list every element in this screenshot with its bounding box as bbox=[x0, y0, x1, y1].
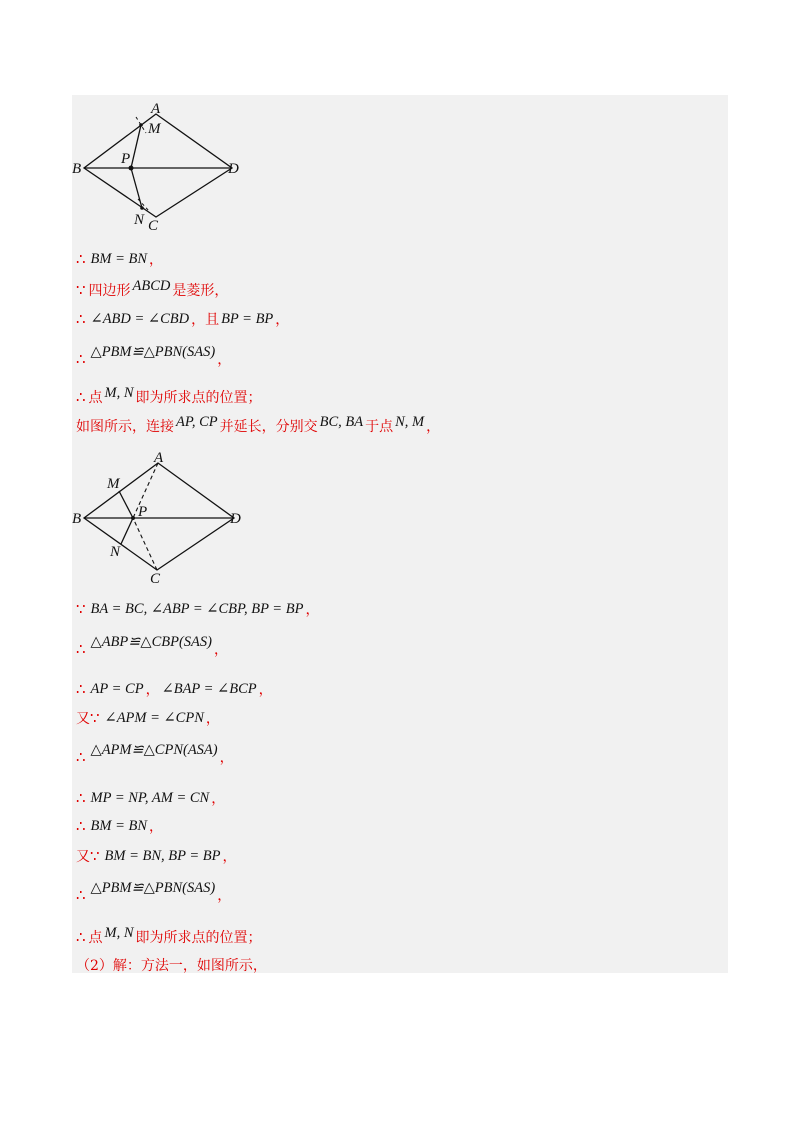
therefore-symbol: ∴ bbox=[76, 680, 86, 698]
line-tail: ， bbox=[211, 791, 226, 807]
line-tail: ， bbox=[222, 849, 237, 865]
line-tail: ， bbox=[205, 711, 220, 727]
label-c: C bbox=[150, 571, 161, 587]
proof-line bbox=[76, 414, 440, 438]
line-tail: ， bbox=[258, 682, 273, 698]
label-n: N bbox=[110, 544, 121, 560]
line-text: 点 bbox=[88, 390, 103, 406]
proof-line bbox=[76, 278, 228, 302]
math-expr: BM = BN bbox=[90, 250, 148, 267]
therefore-symbol: ∴ bbox=[76, 748, 86, 766]
proof-line bbox=[76, 385, 262, 409]
proof-line bbox=[76, 677, 273, 701]
math-expr: MP = NP, AM = CN bbox=[90, 789, 210, 806]
because-symbol: ∵ bbox=[76, 600, 86, 618]
line-text: 又 bbox=[76, 711, 90, 727]
label-a: A bbox=[154, 450, 164, 466]
line-text: 又 bbox=[76, 849, 90, 865]
line-text: 于点 bbox=[365, 419, 394, 435]
math-expr: △PBM≌△PBN(SAS) bbox=[90, 879, 216, 896]
math-expr: M, N bbox=[104, 384, 134, 401]
line-tail: ， bbox=[149, 819, 164, 835]
line-tail: ， bbox=[275, 312, 290, 328]
math-expr: AP = CP bbox=[90, 680, 144, 697]
proof-line bbox=[76, 844, 237, 868]
label-m: M bbox=[148, 121, 161, 137]
because-symbol: ∵ bbox=[90, 709, 100, 727]
line-text: 点 bbox=[88, 930, 103, 946]
therefore-symbol: ∴ bbox=[76, 928, 86, 946]
label-n: N bbox=[134, 212, 145, 228]
point-p bbox=[131, 516, 135, 520]
label-d: D bbox=[230, 511, 241, 527]
label-p: P bbox=[138, 504, 148, 520]
math-expr: BM = BN, BP = BP bbox=[104, 847, 221, 864]
math-expr: BC, BA bbox=[319, 413, 364, 430]
proof-line bbox=[76, 247, 163, 271]
line-tail: 即为所求点的位置； bbox=[135, 390, 262, 406]
line-text: ，且 bbox=[191, 312, 220, 328]
line-tail: ， bbox=[217, 352, 232, 368]
proof-line bbox=[76, 706, 220, 730]
therefore-symbol: ∴ bbox=[76, 350, 86, 368]
line-text: 并延长，分别交 bbox=[219, 419, 318, 435]
label-m: M bbox=[107, 476, 120, 492]
line-tail: ， bbox=[305, 602, 320, 618]
math-expr: ∠BAP = ∠BCP bbox=[161, 680, 257, 697]
therefore-symbol: ∴ bbox=[76, 310, 86, 328]
math-expr: M, N bbox=[104, 924, 134, 941]
proof-line bbox=[76, 814, 163, 838]
proof-line bbox=[76, 738, 234, 766]
therefore-symbol: ∴ bbox=[76, 250, 86, 268]
label-b: B bbox=[72, 161, 82, 177]
math-expr: △PBM≌△PBN(SAS) bbox=[90, 343, 216, 360]
solution-panel bbox=[72, 95, 728, 973]
proof-line bbox=[76, 953, 267, 977]
math-expr: ABCD bbox=[132, 277, 171, 294]
because-symbol: ∵ bbox=[90, 847, 100, 865]
therefore-symbol: ∴ bbox=[76, 388, 86, 406]
math-expr: △ABP≌△CBP(SAS) bbox=[90, 633, 212, 650]
proof-line bbox=[76, 630, 228, 658]
math-expr: BP = BP bbox=[221, 310, 274, 327]
line-text: ， bbox=[145, 682, 160, 698]
line-tail: 是菱形， bbox=[172, 283, 229, 299]
math-expr: BM = BN bbox=[90, 817, 148, 834]
line-text: 如图所示，连接 bbox=[76, 419, 174, 435]
proof-line bbox=[76, 340, 232, 368]
math-expr: BA = BC, ∠ABP = ∠CBP, BP = BP bbox=[90, 600, 304, 617]
line-text: 四边形 bbox=[88, 283, 131, 299]
label-b: B bbox=[72, 511, 82, 527]
math-expr: ∠APM = ∠CPN bbox=[104, 709, 204, 726]
label-a: A bbox=[151, 101, 161, 117]
proof-line bbox=[76, 597, 319, 621]
proof-line bbox=[76, 786, 225, 810]
line-text: （2）解：方法一，如图所示， bbox=[76, 958, 267, 974]
line-tail: 即为所求点的位置； bbox=[135, 930, 262, 946]
therefore-symbol: ∴ bbox=[76, 817, 86, 835]
math-expr: AP, CP bbox=[176, 413, 218, 430]
proof-line bbox=[76, 307, 289, 331]
line-tail: ， bbox=[426, 419, 441, 435]
math-expr: △APM≌△CPN(ASA) bbox=[90, 741, 218, 758]
therefore-symbol: ∴ bbox=[76, 789, 86, 807]
line-tail: ， bbox=[217, 888, 232, 904]
math-expr: N, M bbox=[395, 413, 425, 430]
proof-line bbox=[76, 925, 262, 949]
label-p: P bbox=[121, 151, 131, 167]
therefore-symbol: ∴ bbox=[76, 886, 86, 904]
math-expr: ∠ABD = ∠CBD bbox=[90, 310, 190, 327]
line-tail: ， bbox=[213, 642, 228, 658]
proof-line bbox=[76, 876, 232, 904]
line-tail: ， bbox=[219, 750, 234, 766]
segment-mp bbox=[119, 491, 133, 518]
segment-pn bbox=[121, 518, 133, 544]
label-d: D bbox=[228, 161, 239, 177]
therefore-symbol: ∴ bbox=[76, 640, 86, 658]
label-c: C bbox=[148, 218, 159, 234]
because-symbol: ∵ bbox=[76, 281, 86, 299]
line-tail: ， bbox=[149, 252, 164, 268]
